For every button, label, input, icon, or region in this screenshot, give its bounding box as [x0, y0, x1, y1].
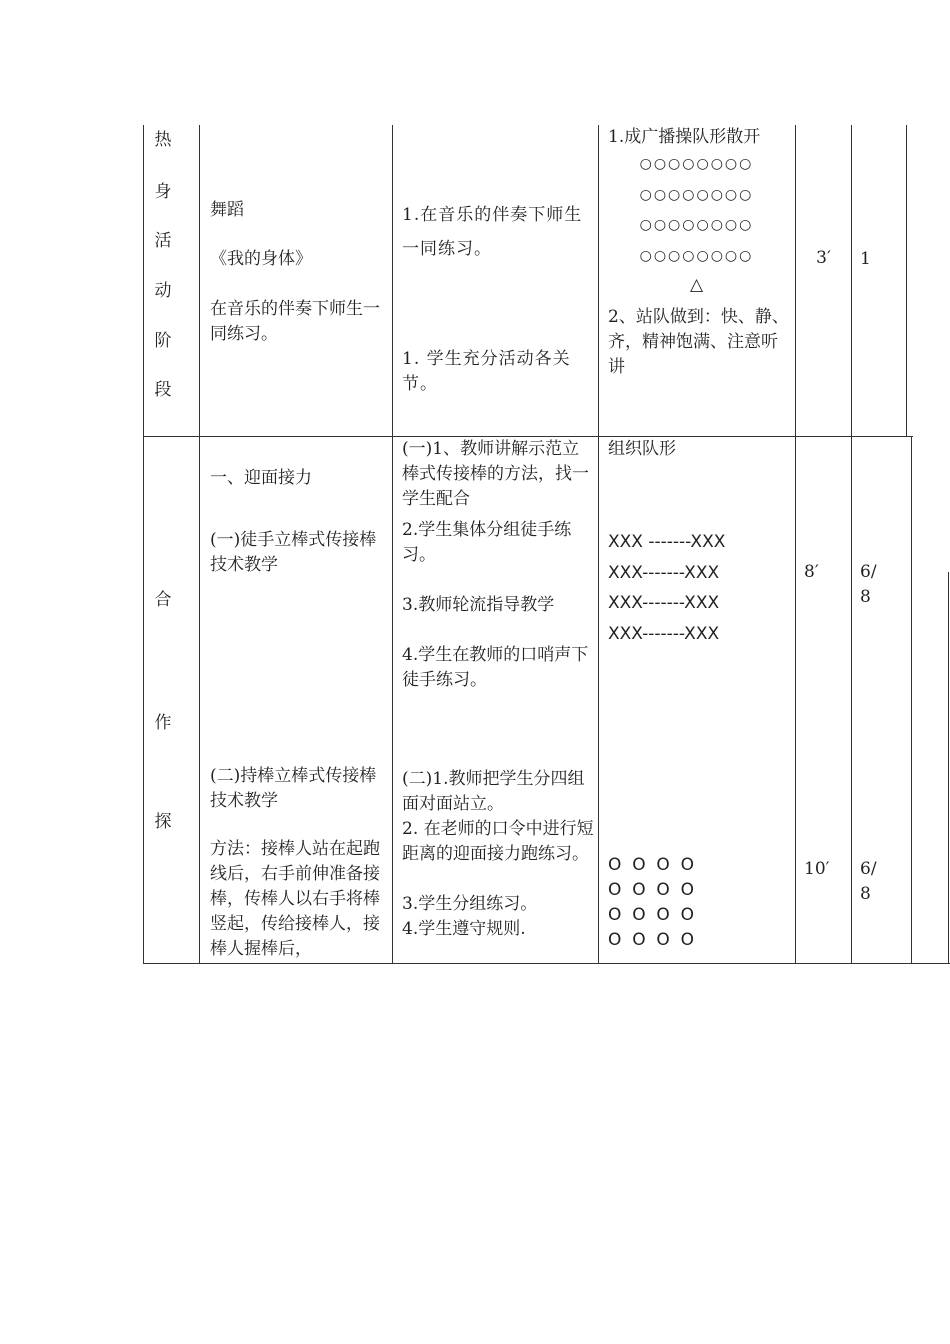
content-item: 舞蹈 [210, 200, 244, 220]
method-item: 1.在音乐的伴奏下师生一同练习。 [402, 205, 583, 259]
time-value: 8′ [804, 562, 819, 582]
teacher-triangle-icon: △ [689, 275, 704, 295]
formation-row: XXX-------XXX [608, 624, 720, 644]
formation-row: ○○○○○○○○ [639, 156, 754, 172]
method-item: 3.学生分组练习。 [402, 894, 538, 914]
content-item: 方法：接棒人站在起跑线后，右手前伸准备接棒，传棒人以右手将棒竖起，传给接棒人，接棒人握棒后， [210, 839, 380, 959]
formation-row: ○○○○○○○○ [639, 187, 754, 203]
method-item: 4.学生在教师的口哨声下徒手练习。 [402, 645, 589, 690]
method-item: (一)1、教师讲解示范立棒式传接棒的方法，找一学生配合 [402, 439, 589, 509]
stage-char: 动 [154, 281, 172, 301]
stage-char: 探 [154, 812, 172, 832]
stage-char: 活 [154, 231, 172, 251]
method-item: 3.教师轮流指导教学 [402, 595, 555, 615]
count-value: 1 [860, 249, 871, 269]
content-item: 一、迎面接力 [210, 468, 312, 488]
content-item: 《我的身体》 [210, 249, 312, 269]
method-item: 1. 学生充分活动各关节。 [402, 349, 571, 394]
content-item: 在音乐的伴奏下师生一同练习。 [210, 299, 380, 344]
time-value: 3′ [816, 248, 831, 268]
formation-row: XXX-------XXX [608, 563, 720, 583]
stage-char: 热 [154, 130, 172, 150]
stage-char: 作 [154, 713, 172, 733]
stage-char: 阶 [154, 331, 172, 351]
formation-row: O O O O [608, 855, 694, 875]
organization-requirement: 2、站队做到：快、静、齐，精神饱满、注意听讲 [608, 307, 789, 377]
stage-char: 身 [154, 182, 172, 202]
stage-char: 段 [154, 380, 172, 400]
method-item: (二)1.教师把学生分四组面对面站立。 [402, 769, 585, 814]
table-border-bottom [143, 963, 950, 964]
content-item: (一)徒手立棒式传接棒技术教学 [210, 530, 377, 575]
column-divider-1 [199, 125, 200, 964]
formation-row: O O O O [608, 905, 694, 925]
time-value: 10′ [804, 859, 830, 879]
column-divider-6b [911, 437, 912, 964]
stage-char: 合 [154, 590, 172, 610]
formation-row: XXX-------XXX [608, 593, 720, 613]
method-item: 2.学生集体分组徒手练习。 [402, 520, 572, 565]
column-divider-6a [906, 125, 907, 437]
method-item: 2. 在老师的口令中进行短距离的迎面接力跑练习。 [402, 819, 594, 864]
method-item: 4.学生遵守规则. [402, 919, 526, 939]
count-value: 6/8 [860, 859, 877, 904]
column-divider-5 [851, 125, 852, 964]
table-border-left [143, 125, 144, 964]
content-item: (二)持棒立棒式传接棒技术教学 [210, 766, 377, 811]
formation-row: XXX -------XXX [608, 532, 726, 552]
column-divider-7 [948, 572, 949, 964]
formation-row: O O O O [608, 930, 694, 950]
column-divider-2 [392, 125, 393, 964]
organization-title: 组织队形 [608, 439, 676, 459]
count-value: 6/8 [860, 562, 877, 607]
formation-row: ○○○○○○○○ [639, 248, 754, 264]
formation-row: ○○○○○○○○ [639, 217, 754, 233]
formation-row: O O O O [608, 880, 694, 900]
organization-title: 1.成广播操队形散开 [608, 127, 761, 147]
